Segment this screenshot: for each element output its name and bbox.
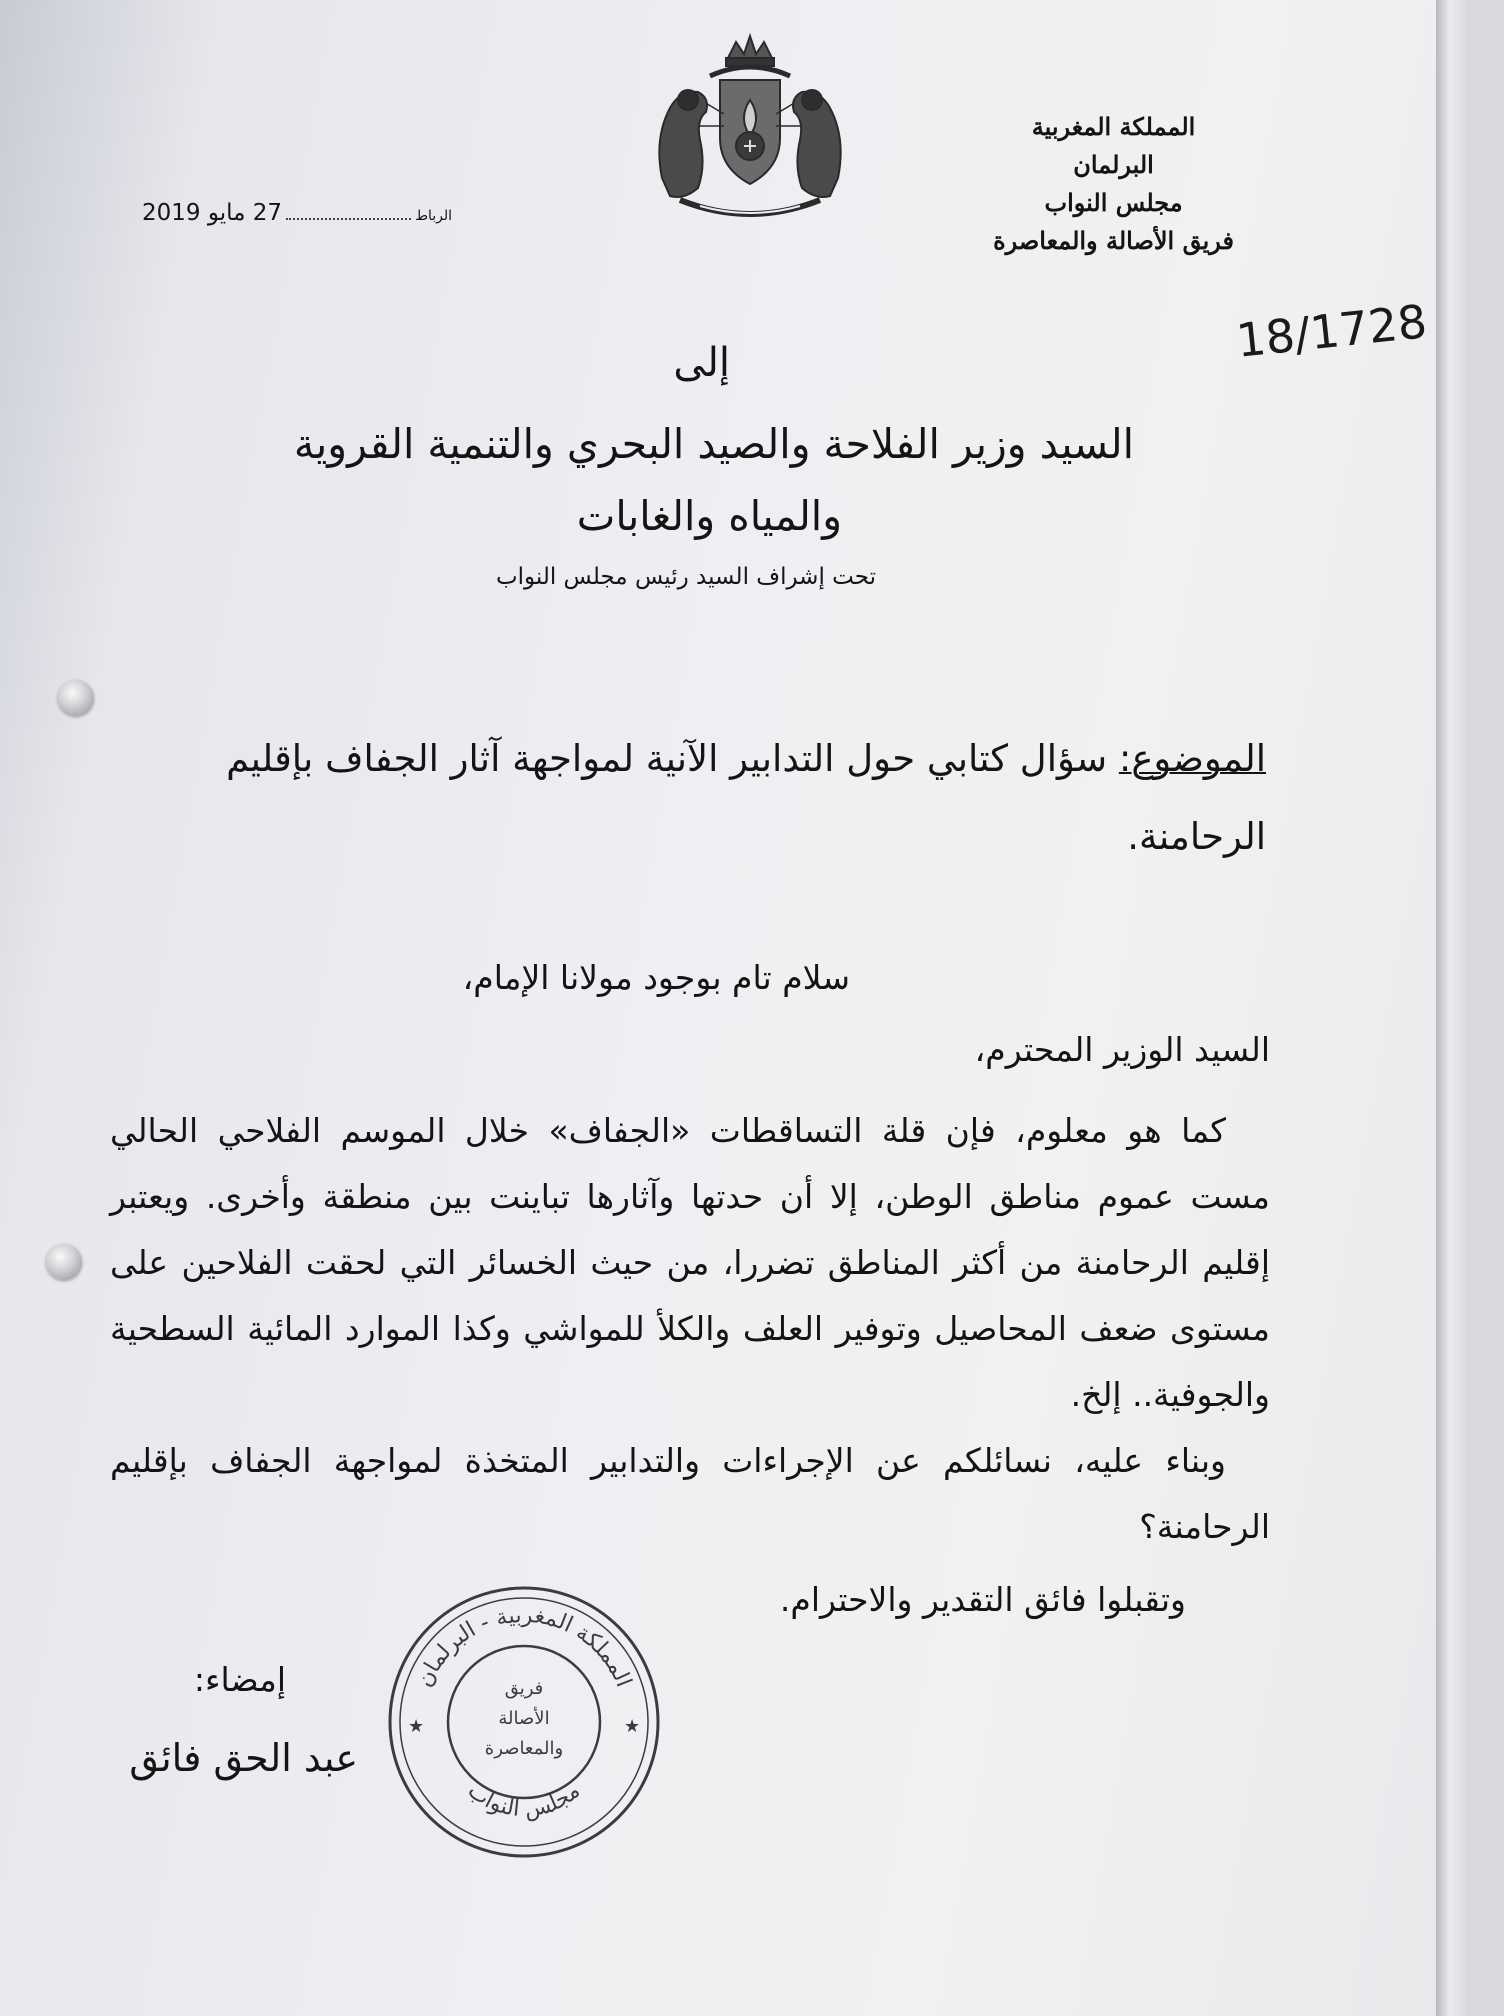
addressee-to: إلى — [673, 340, 730, 386]
addressee-line-2: والمياه والغابات — [576, 492, 842, 540]
registration-number: 18/1728 — [1233, 294, 1430, 368]
stamp-outer-text: المملكة المغربية - البرلمان — [412, 1602, 636, 1691]
letterhead — [993, 108, 1234, 260]
date-place: الرباط — [415, 208, 453, 224]
subject — [146, 720, 1266, 876]
page-edge — [1436, 0, 1470, 2016]
letterhead-house: مجلس النواب — [1044, 188, 1183, 217]
letter-body — [110, 1098, 1270, 1560]
official-stamp-icon — [384, 1582, 664, 1862]
svg-text:مجلس النواب — [463, 1778, 585, 1823]
address-line: السيد الوزير المحترم، — [974, 1030, 1270, 1069]
letterhead-group: فريق الأصالة والمعاصرة — [993, 226, 1234, 255]
stamp-bottom-text: مجلس النواب — [462, 1778, 586, 1824]
letterhead-kingdom: المملكة المغربية — [1031, 112, 1196, 141]
addressee-line-1: السيد وزير الفلاحة والصيد البحري والتنمية القروية — [293, 420, 1134, 468]
date-dots — [286, 202, 411, 220]
signer-name: عبد الحق فائق — [129, 1736, 358, 1780]
punch-hole-bottom — [46, 1244, 82, 1280]
signature-label: إمضاء: — [193, 1660, 286, 1699]
subject-text: سؤال كتابي حول التدابير الآنية لمواجهة آثار الجفاف بإقليم الرحامنة. — [226, 737, 1266, 858]
date-value: 27 مايو 2019 — [142, 200, 283, 226]
punch-hole-top — [58, 680, 94, 716]
stamp-inner-line-1: فريق — [504, 1678, 544, 1699]
coat-of-arms-icon — [640, 28, 860, 228]
svg-text:★: ★ — [408, 1716, 425, 1737]
stamp-inner-line-3: والمعاصرة — [484, 1738, 564, 1759]
stamp-inner-line-2: الأصالة — [498, 1708, 550, 1729]
date-line — [142, 200, 452, 226]
svg-text:★: ★ — [624, 1716, 641, 1737]
closing: وتقبلوا فائق التقدير والاحترام. — [779, 1580, 1186, 1619]
addressee-supervision: تحت إشراف السيد رئيس مجلس النواب — [495, 564, 876, 590]
letterhead-parliament: البرلمان — [1073, 150, 1154, 179]
greeting: سلام تام بوجود مولانا الإمام، — [462, 958, 850, 997]
body-paragraph-1: كما هو معلوم، فإن قلة التساقطات «الجفاف» خلال الموسم الفلاحي الحالي مست عموم مناطق الوطن، إلا أن حدتها وآثارها تباينت بين منطقة وأخرى. ويعتبر إقليم الرحامنة من أكثر المناطق تضررا، من حيث الخسائر التي لحقت الفلاحين على مستوى ضعف المحاصيل وتوفير العلف والكلأ للمواشي وكذا الموارد المائية السطحية والجوفية.. إلخ. — [110, 1111, 1270, 1414]
body-paragraph-2: وبناء عليه، نسائلكم عن الإجراءات والتدابير المتخذة لمواجهة الجفاف بإقليم الرحامنة؟ — [110, 1441, 1270, 1546]
subject-label: الموضوع: — [1118, 737, 1266, 780]
